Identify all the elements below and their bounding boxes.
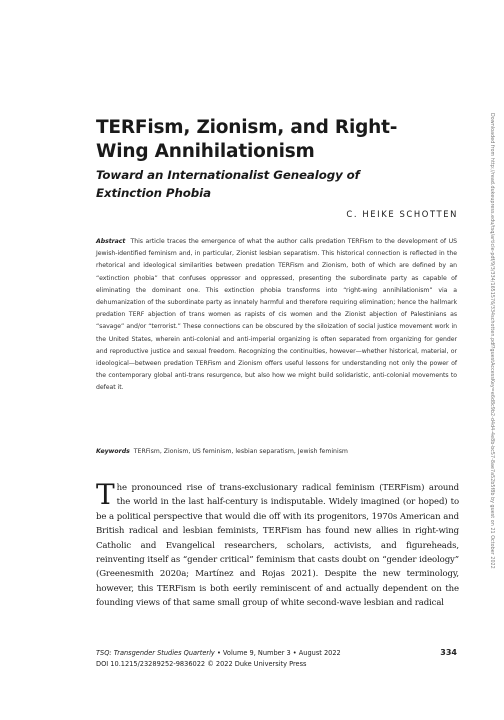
author-name: C. HEIKE SCHOTTEN xyxy=(346,209,458,219)
page-number: 334 xyxy=(440,648,457,657)
article-subtitle: Toward an Internationalist Genealogy of Extinction Phobia xyxy=(96,168,360,200)
footer-citation xyxy=(96,649,341,657)
download-notice xyxy=(485,113,495,673)
keywords-label: Keywords xyxy=(96,448,130,455)
journal-name: TSQ: Transgender Studies Quarterly xyxy=(96,649,215,657)
keywords-text: TERFism, Zionism, US feminism, lesbian separatism, Jewish feminism xyxy=(133,448,348,455)
footer-doi: DOI 10.1215/23289252-9836022 © 2022 Duke University Press xyxy=(96,660,307,668)
drop-cap: T xyxy=(96,478,115,511)
abstract-text: This article traces the emergence of what the author calls predation TERFism to the development of US Jewish-identified feminism and, in particular, Zionist lesbian separatism. This historical connection is reflected in the rhetorical and ideological similarities between predation TERFism and Zionism, both of which are defined by an “extinction phobia” that confuses oppressor and oppressed, presenting the subordinate party as capable of eliminating the dominant one. This extinction phobia transforms into “right-wing annihilationism” via a dehumanization of the subordinate party as innately harmful and therefore requiring elimination; hence the hallmark predation TERF abjection of trans women as rapists of cis women and the Zionist abjection of Palestinians as “savage” and/or “terrorist.” These connections can be obscured by the siloization of social justice movement work in the United States, wherein anti-colonial and anti-imperial organizing is often separated from organizing for gender and reproductive justice and sexual freedom. Recognizing the continuities, however—whether historical, material, or ideological—between predation TERFism and Zionism offers useful lessons for understanding not only the power of the contemporary global anti-trans resurgence, but also how we might build solidaristic, anti-colonial movements to defeat it. xyxy=(96,238,457,392)
download-notice-text: Downloaded from http://read.dukeupress.edu/tsq/article-pdf/9/3/334/1651576/334schotten.pdf?guestAccessKey=e6d8c9b2-d4d4-4e8b-bc57-8ae7a52b5f8b by guest on 21 October 2022 xyxy=(489,113,494,569)
abstract xyxy=(96,236,457,395)
body-paragraph xyxy=(96,478,459,611)
abstract-label: Abstract xyxy=(96,238,126,245)
article-title: TERFism, Zionism, and Right-Wing Annihilationism xyxy=(96,117,398,162)
body-text: he pronounced rise of trans-exclusionary radical feminism (TERFism) around the world in the last half-century is indisputable. Widely imagined (or hoped) to be a political perspective that would die off with its progenitors, 1970s American and British radical and lesbian feminists, TERFism has found new allies in right-wing Catholic and Evangelical researchers, scholars, activists, and figureheads, reinventing itself as “gender critical” feminism that casts doubt on “gender ideology” (Greenesmith 2020a; Martínez and Rojas 2021). Despite the new terminology, however, this TERFism is both eerily reminiscent of and actually dependent on the founding views of that same small group of white second-wave lesbian and radical xyxy=(96,483,459,609)
journal-issue: • Volume 9, Number 3 • August 2022 xyxy=(214,649,341,657)
keywords xyxy=(96,446,457,457)
